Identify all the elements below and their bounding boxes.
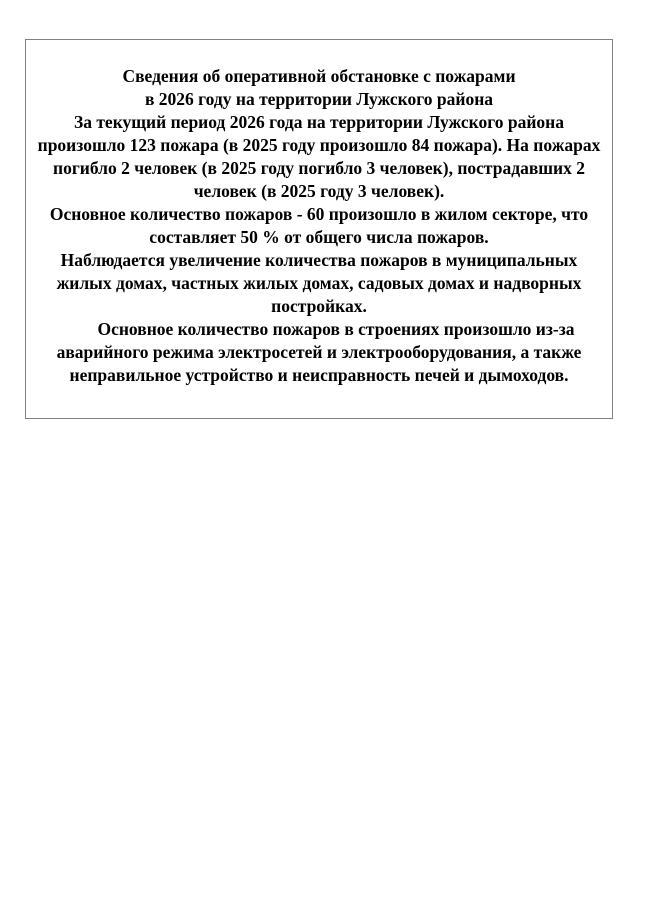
info-text [26,65,612,387]
paragraph-increase: Наблюдается увеличение количества пожаров в муниципальных жилых домах, частных жилых домах, садовых домах и надворных постройках. [56,250,582,316]
title-line-2: в 2026 году на территории Лужского района [144,89,494,109]
paragraph-fire-statistics: За текущий период 2026 года на территории Лужского района произошло 123 пожара (в 2025 году произошло 84 пожара). На пожарах погибло 2 человек (в 2025 году погибло 3 человек), пострадавших 2 человек (в 2025 году 3 человек). [37,112,601,201]
paragraph-causes: Основное количество пожаров в строениях произошло из-за аварийного режима электросетей и электрооборудования, а также неправильное устройство и неисправность печей и дымоходов. [56,319,582,385]
info-box [25,39,613,419]
title-line-1: Сведения об оперативной обстановке с пожарами [122,66,516,86]
paragraph-residential-sector: Основное количество пожаров - 60 произошло в жилом секторе, что составляет 50 % от общего числа пожаров. [49,204,589,247]
